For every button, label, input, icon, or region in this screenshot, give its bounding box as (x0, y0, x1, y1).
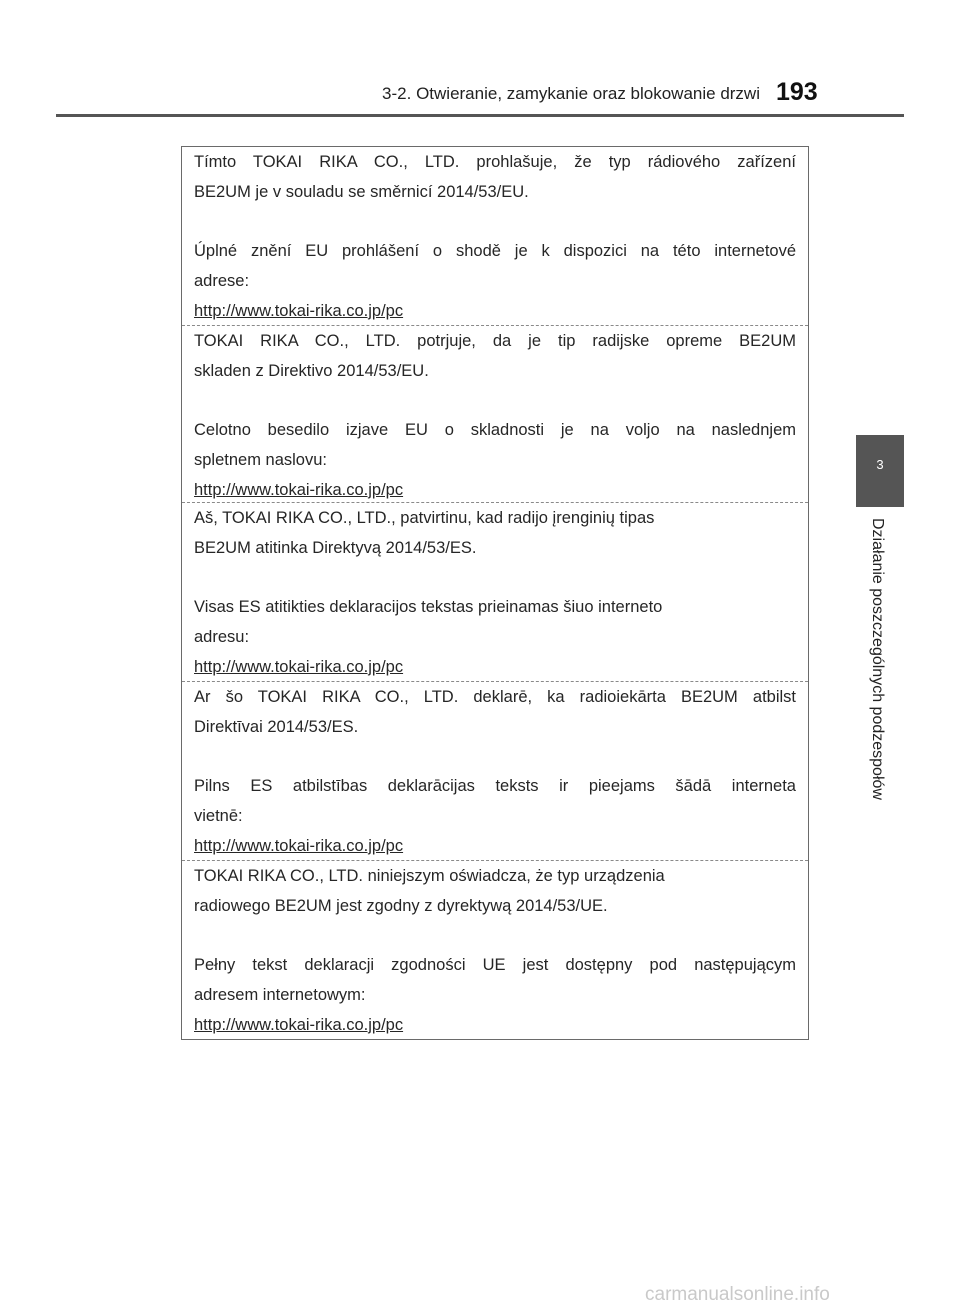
availability-line: adresu: (194, 628, 250, 646)
availability-line: Visas ES atitikties deklaracijos tekstas prieinamas šiuo interneto (194, 598, 663, 616)
availability-line: spletnem naslovu: (194, 451, 327, 469)
declaration-statement (194, 326, 796, 386)
header-divider (56, 114, 904, 117)
declaration-availability (194, 236, 796, 326)
chapter-tab: 3 (856, 435, 904, 507)
declaration-link[interactable]: http://www.tokai-rika.co.jp/pc (194, 837, 404, 855)
declaration-availability (194, 950, 796, 1040)
statement-line: BE2UM atitinka Direktyvą 2014/53/ES. (194, 539, 477, 557)
declaration-availability (194, 771, 796, 861)
statement-line: Aš, TOKAI RIKA CO., LTD., patvirtinu, kad radijo įrenginių tipas (194, 509, 655, 527)
statement-line: BE2UM je v souladu se směrnicí 2014/53/EU. (194, 183, 529, 201)
statement-line: Direktīvai 2014/53/ES. (194, 718, 359, 736)
declaration-block-lithuanian (182, 502, 808, 682)
declaration-statement (194, 503, 796, 563)
declaration-statement (194, 682, 796, 742)
declaration-availability (194, 592, 796, 682)
declaration-link[interactable]: http://www.tokai-rika.co.jp/pc (194, 302, 404, 320)
availability-line: Pilns ES atbilstības deklarācijas teksts ir pieejams šādā interneta (194, 777, 796, 795)
statement-line: radiowego BE2UM jest zgodny z dyrektywą 2014/53/UE. (194, 897, 608, 915)
site-watermark: carmanualsonline.info (645, 1284, 830, 1305)
availability-line: Pełny tekst deklaracji zgodności UE jest dostępny pod następującym (194, 956, 796, 974)
page-number: 193 (776, 78, 818, 106)
statement-line: skladen z Direktivo 2014/53/EU. (194, 362, 429, 380)
statement-line: Ar šo TOKAI RIKA CO., LTD. deklarē, ka radioiekārta BE2UM atbilst (194, 688, 796, 706)
declaration-block-latvian (182, 681, 808, 861)
declaration-link[interactable]: http://www.tokai-rika.co.jp/pc (194, 481, 404, 499)
declaration-block-polish (182, 860, 808, 1035)
section-title: 3-2. Otwieranie, zamykanie oraz blokowanie drzwi (382, 84, 760, 103)
declaration-availability (194, 415, 796, 505)
availability-line: Úplné znění EU prohlášení o shodě je k dispozici na této internetové (194, 242, 796, 260)
declaration-statement (194, 147, 796, 207)
declaration-box (181, 146, 809, 1040)
statement-line: TOKAI RIKA CO., LTD. niniejszym oświadcza, że typ urządzenia (194, 867, 665, 885)
declaration-link[interactable]: http://www.tokai-rika.co.jp/pc (194, 658, 404, 676)
statement-line: TOKAI RIKA CO., LTD. potrjuje, da je tip radijske opreme BE2UM (194, 332, 796, 350)
declaration-block-slovenian (182, 325, 808, 505)
declaration-block-czech (182, 147, 808, 326)
availability-line: vietnē: (194, 807, 243, 825)
chapter-label: Działanie poszczególnych podzespołów (869, 518, 886, 800)
availability-line: Celotno besedilo izjave EU o skladnosti je na voljo na naslednjem (194, 421, 796, 439)
availability-line: adrese: (194, 272, 250, 290)
declaration-link[interactable]: http://www.tokai-rika.co.jp/pc (194, 1016, 404, 1034)
statement-line: Tímto TOKAI RIKA CO., LTD. prohlašuje, že typ rádiového zařízení (194, 153, 796, 171)
availability-line: adresem internetowym: (194, 986, 366, 1004)
declaration-statement (194, 861, 796, 921)
